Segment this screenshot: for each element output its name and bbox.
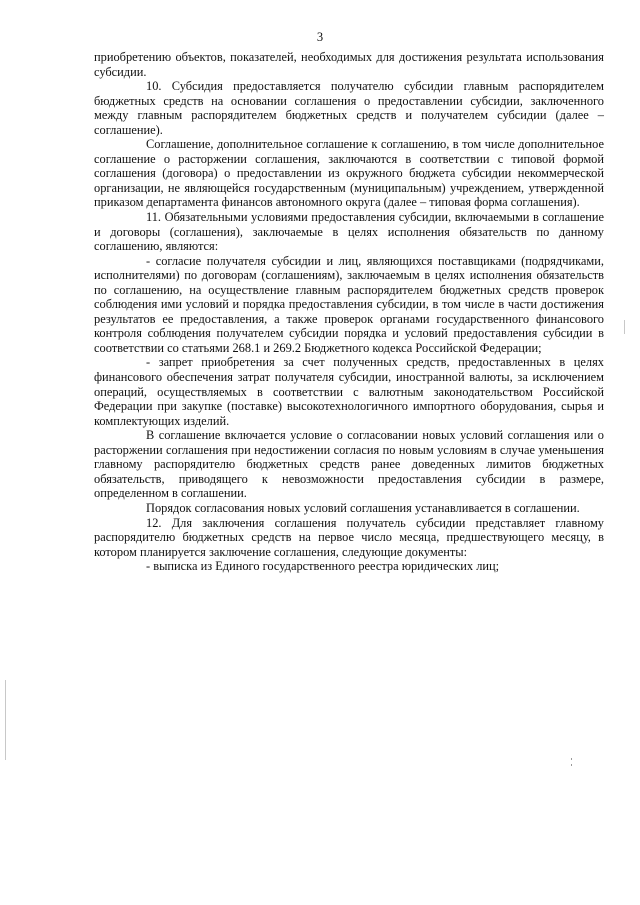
scan-speck — [571, 764, 572, 766]
scan-edge-mark — [624, 320, 625, 334]
scan-speck — [571, 758, 572, 760]
document-body — [94, 50, 604, 574]
paragraph-clause-12: 12. Для заключения соглашения получатель субсидии представляет главному распорядителю бюджетных средств на первое число месяца, предшествующего месяцу, в котором планируется заключение соглашения, следующие документы: — [94, 515, 604, 559]
paragraph-clause-11: 11. Обязательными условиями предоставления субсидии, включаемыми в соглашение и договоры (соглашения), заключаемые в целях исполнения обязательств по данному соглашению, являются: — [94, 210, 604, 254]
paragraph-egrul-item: - выписка из Единого государственного реестра юридических лиц; — [146, 559, 500, 574]
paragraph-agreement-form: Соглашение, дополнительное соглашение к соглашению, в том числе дополнительное соглашение о расторжении соглашения, заключаются в соответствии с типовой формой соглашения (договора) о предоставлении из окружного бюджета субсидии некоммерческой организации, не являющейся государственным (муниципальным) учреждением, утвержденной приказом департамента финансов автономного округа (далее – типовая форма соглашения). — [94, 137, 604, 210]
paragraph-approval-order: Порядок согласования новых условий соглашения устанавливается в соглашении. — [146, 500, 580, 515]
scan-edge-mark — [5, 680, 6, 760]
paragraph-consent-item: - согласие получателя субсидии и лиц, являющихся поставщиками (подрядчиками, исполнителями) по договорам (соглашениям), заключаемым в целях исполнения обязательств по соглашению, на осуществление главным распорядителем бюджетных средств проверок соблюдения ими условий и порядка предоставления субсидии, в том числе в части достижения результатов ее предоставления, а также проверок органами государственного финансового контроля соблюдения получателем субсидии порядка и условий предоставления субсидии в соответствии со статьями 268.1 и 269.2 Бюджетного кодекса Российской Федерации; — [94, 253, 604, 355]
paragraph-clause-10: 10. Субсидия предоставляется получателю субсидии главным распорядителем бюджетных средств на основании соглашения о предоставлении субсидии, заключенного между главным распорядителем бюджетных средств и получателем субсидии (далее – соглашение). — [94, 79, 604, 137]
page-number: 3 — [316, 30, 324, 44]
paragraph-continuation: приобретению объектов, показателей, необходимых для достижения результата использования субсидии. — [94, 50, 604, 79]
paragraph-new-terms: В соглашение включается условие о согласовании новых условий соглашения или о расторжении соглашения при недостижении согласия по новым условиям в случае уменьшения главному распорядителю бюджетных средств ранее доведенных лимитов бюджетных обязательств, приводящего к невозможности предоставления субсидии в размере, определенном в соглашении. — [94, 428, 604, 501]
paragraph-currency-ban-item: - запрет приобретения за счет полученных средств, предоставленных в целях финансового обеспечения затрат получателя субсидии, иностранной валюты, за исключением операций, осуществляемых в соответствии с валютным законодательством Российской Федерации при закупке (поставке) высокотехнологичного импортного оборудования, сырья и комплектующих изделий. — [94, 355, 604, 428]
